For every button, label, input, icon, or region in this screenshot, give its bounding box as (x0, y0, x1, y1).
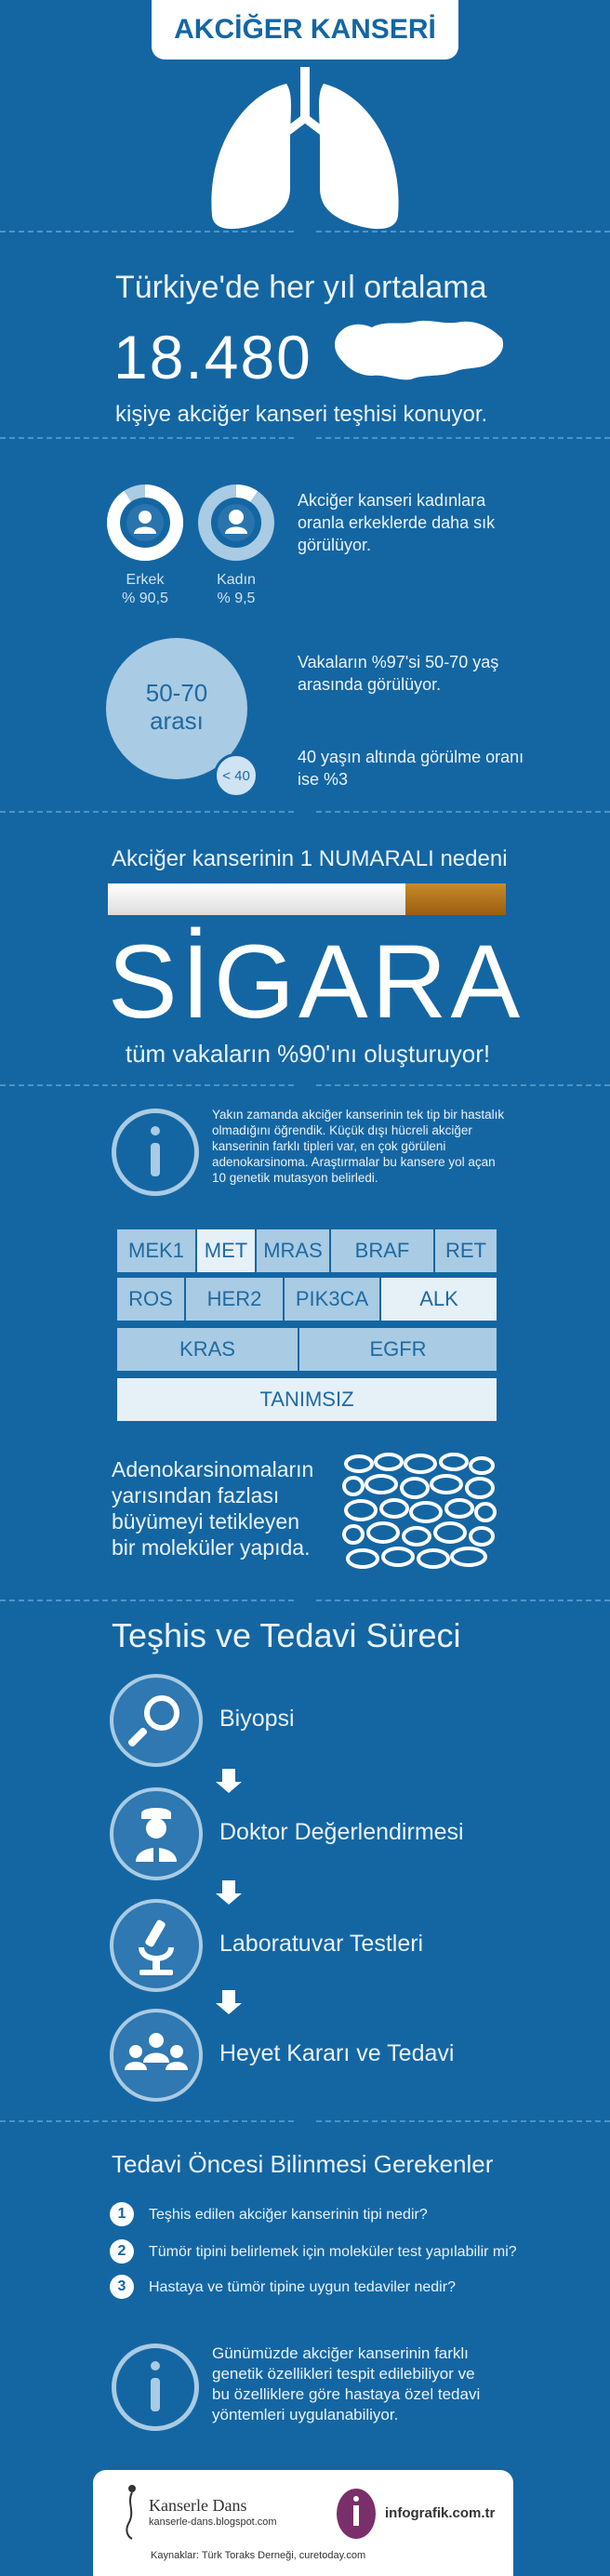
gene-met: MET (197, 1229, 255, 1272)
number-3-badge: 3 (110, 2275, 134, 2299)
team-icon (113, 2012, 199, 2098)
step-1-label: Biyopsi (219, 1706, 295, 1732)
gene-mek1: MEK1 (117, 1229, 195, 1272)
divider-notch (294, 2115, 316, 2126)
step-4-label: Heyet Kararı ve Tedavi (219, 2040, 455, 2066)
page-title: AKCİĞER KANSERİ (152, 0, 458, 60)
male-percentage: % 90,5 (122, 591, 168, 606)
age-under-40-circle: < 40 (214, 753, 259, 798)
infografik-logo-icon (337, 2489, 376, 2539)
divider-notch (294, 225, 316, 236)
cigarette-filter (405, 883, 506, 915)
question-2: Tümör tipini belirlemek için moleküler test yapılabilir mi? (149, 2244, 517, 2260)
info-icon (112, 1109, 199, 1196)
female-label: Kadın (217, 572, 256, 588)
age-range-sub: arası (150, 707, 204, 735)
divider-notch (294, 805, 316, 817)
gene-pik3ca: PIK3CA (285, 1278, 379, 1321)
female-percentage: % 9,5 (217, 591, 256, 606)
gene-her2: HER2 (186, 1278, 283, 1321)
male-label: Erkek (126, 572, 165, 588)
male-donut-chart (106, 484, 184, 562)
female-donut-chart (197, 484, 275, 562)
gene-tanimsiz: TANIMSIZ (117, 1378, 497, 1421)
gene-ret: RET (435, 1229, 497, 1272)
gene-kras: KRAS (117, 1328, 298, 1371)
step-2-label: Doktor Değerlendirmesi (219, 1819, 464, 1845)
age-range-label: 50-70 (145, 679, 208, 707)
doctor-icon (113, 1791, 199, 1877)
gene-alk: ALK (381, 1278, 497, 1321)
smoking-sub: tüm vakaların %90'ını oluşturuyor! (125, 1040, 491, 1068)
divider-notch (294, 432, 316, 443)
info-text-1: Yakın zamanda akciğer kanserinin tek tip bir hastalık olmadığını öğrendik. Küçük dışı hücreli akciğer kanserinin farklı tipleri var, en çok görüleni adenokarsinoma. Araştırmalar bu kansere yol açan 10 genetik mutasyon belirledi. (212, 1108, 505, 1185)
before-title: Tedavi Öncesi Bilinmesi Gerekenler (112, 2150, 494, 2178)
number-2-badge: 2 (110, 2239, 134, 2264)
step-3-circle (110, 1899, 203, 1992)
info-icon (112, 2344, 199, 2431)
arrow-down-icon (222, 1990, 235, 2003)
step-2-circle (110, 1787, 203, 1880)
info-text-2: Günümüzde akciğer kanserinin farklı genetik özellikleri tespit edilebiliyor ve bu özelliklere göre hastaya özel tedavi yöntemleri uygulanabiliyor. (212, 2344, 481, 2423)
stats-line2: kişiye akciğer kanseri teşhisi konuyor. (115, 402, 488, 427)
cigarette-body (108, 883, 405, 915)
smoking-heading: Akciğer kanserinin 1 NUMARALI nedeni (112, 846, 508, 871)
brand2-name[interactable]: infografik.com.tr (385, 2505, 496, 2521)
magnifier-icon (113, 1678, 199, 1763)
question-3: Hastaya ve tümör tipine uygun tedaviler nedir? (149, 2279, 456, 2295)
brand1-name: Kanserle Dans (149, 2496, 247, 2515)
smoking-big-word: SİGARA (108, 923, 524, 1040)
brand1-url[interactable]: kanserle-dans.blogspot.com (149, 2516, 277, 2528)
gene-mras: MRAS (257, 1229, 329, 1272)
question-1: Teşhis edilen akciğer kanserinin tipi nedir? (149, 2207, 428, 2223)
arrow-down-icon (222, 1769, 235, 1782)
gene-ros: ROS (117, 1278, 184, 1321)
sources-text: Kaynaklar: Türk Toraks Derneği, curetoday.com (151, 2550, 366, 2561)
stats-number: 18.480 (113, 323, 312, 392)
stats-line1: Türkiye'de her yıl ortalama (115, 270, 487, 305)
age-text-1: Vakaların %97'si 50-70 yaş arasında görülüyor. (298, 653, 499, 694)
cells-pattern-icon (340, 1451, 497, 1572)
divider-notch (294, 1079, 316, 1090)
lungs-icon (186, 67, 424, 234)
process-title: Teşhis ve Tedavi Süreci (112, 1616, 461, 1654)
step-1-circle (110, 1674, 203, 1767)
dancer-logo-icon (119, 2483, 141, 2541)
adeno-text: Adenokarsinomaların yarısından fazlası büyümeyi tetikleyen bir moleküler yapıda. (112, 1457, 314, 1560)
number-1-badge: 1 (110, 2202, 134, 2226)
arrow-down-icon (222, 1880, 235, 1893)
step-4-circle (110, 2009, 203, 2102)
microscope-icon (113, 1903, 199, 1988)
gene-egfr: EGFR (299, 1328, 497, 1371)
divider-notch (294, 1594, 316, 1605)
gender-text: Akciğer kanseri kadınlara oranla erkeklerde daha sık görülüyor. (298, 491, 496, 554)
step-3-label: Laboratuvar Testleri (219, 1931, 424, 1957)
gene-braf: BRAF (331, 1229, 433, 1272)
turkey-map-icon (331, 316, 508, 383)
age-text-2: 40 yaşın altında görülme oranı ise %3 (298, 748, 524, 789)
